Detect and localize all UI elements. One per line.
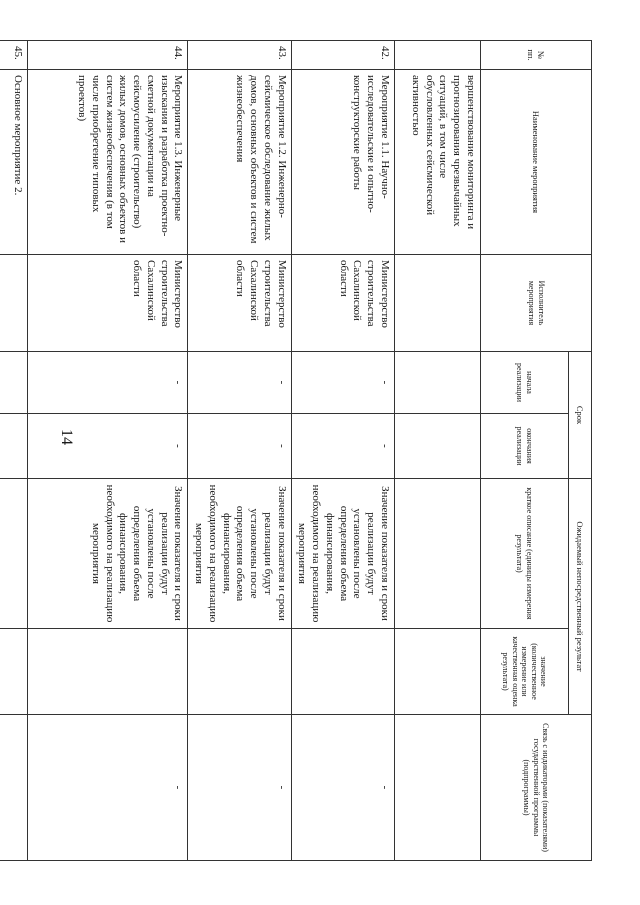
row-start: - [188,352,291,414]
row-name: Мероприятие 1.2. Инженерно-сейсмическое обследование жилых домов, основных объектов и систем жизнеобеспечения [188,70,291,255]
row-executor: Министерство строительства Сахалинской области [291,255,394,352]
row-end [0,414,28,479]
header-term-start: начала реализации [481,352,569,414]
row-result-value [28,629,188,715]
row-num: 43. [188,41,291,70]
table-row [395,41,481,861]
row-result-value [395,629,481,715]
row-num: 44. [28,41,188,70]
header-term: Срок [569,352,592,479]
header-result-value: значение (количественное измерение или качественная оценка результата) [481,629,569,715]
header-link: Связь с индикаторами (показателями) государственной программы (подпрограммы) [481,715,592,861]
row-result-short: Значение показателя и сроки реализации будут установлены после определения объема финансирования, необходимого на реализацию мероприятия [188,479,291,629]
table-row [0,41,28,861]
row-start [395,352,481,414]
row-link: - [28,715,188,861]
row-num: 42. [291,41,394,70]
row-end: - [188,414,291,479]
row-result-short: Значение показателя и сроки реализации будут установлены после определения объема финансирования, необходимого на реализацию мероприятия [28,479,188,629]
row-link [395,715,481,861]
header-result-short: краткое описание (единицы измерения результата) [481,479,569,629]
row-result-value [188,629,291,715]
table-row [291,41,394,861]
row-link: - [188,715,291,861]
header-executor: Исполнитель мероприятия [481,255,592,352]
row-result-value [0,629,28,715]
row-end: - [28,414,188,479]
row-name: вершенствование мониторинга и прогнозирования чрезвычайных ситуаций, в том числе обусловленных сейсмической активностью [395,70,481,255]
row-start: - [28,352,188,414]
row-executor: Министерство строительства Сахалинской области [28,255,188,352]
row-num [395,41,481,70]
page-number: 14 [58,429,75,445]
header-term-end: окончания реализации [481,414,569,479]
row-executor [0,255,28,352]
row-link [0,715,28,861]
row-result-short [0,479,28,629]
header-result: Ожидаемый непосредственный результат [569,479,592,715]
row-executor [395,255,481,352]
row-end: - [291,414,394,479]
row-name: Основное мероприятие 2. [0,70,28,255]
row-executor: Министерство строительства Сахалинской области [188,255,291,352]
row-link: - [291,715,394,861]
row-result-short [395,479,481,629]
row-num: 45. [0,41,28,70]
row-start: - [291,352,394,414]
header-num: № пп. [481,41,592,70]
row-result-short: Значение показателя и сроки реализации будут установлены после определения объема финансирования, необходимого на реализацию мероприятия [291,479,394,629]
table-row [28,41,188,861]
row-name: Мероприятие 1.1. Научно-исследовательские и опытно-конструкторские работы [291,70,394,255]
header-name: Наименование мероприятия [481,70,592,255]
row-start [0,352,28,414]
table-row [188,41,291,861]
row-name: Мероприятие 1.3. Инженерные изыскания и разработка проектно-сметной документации на сейсмоусиление (строительство) жилых домов, основных объектов и систем жизнеобеспечения (в том числе приобретение типовых проектов) [28,70,188,255]
measures-table [0,40,592,861]
row-end [395,414,481,479]
row-result-value [291,629,394,715]
